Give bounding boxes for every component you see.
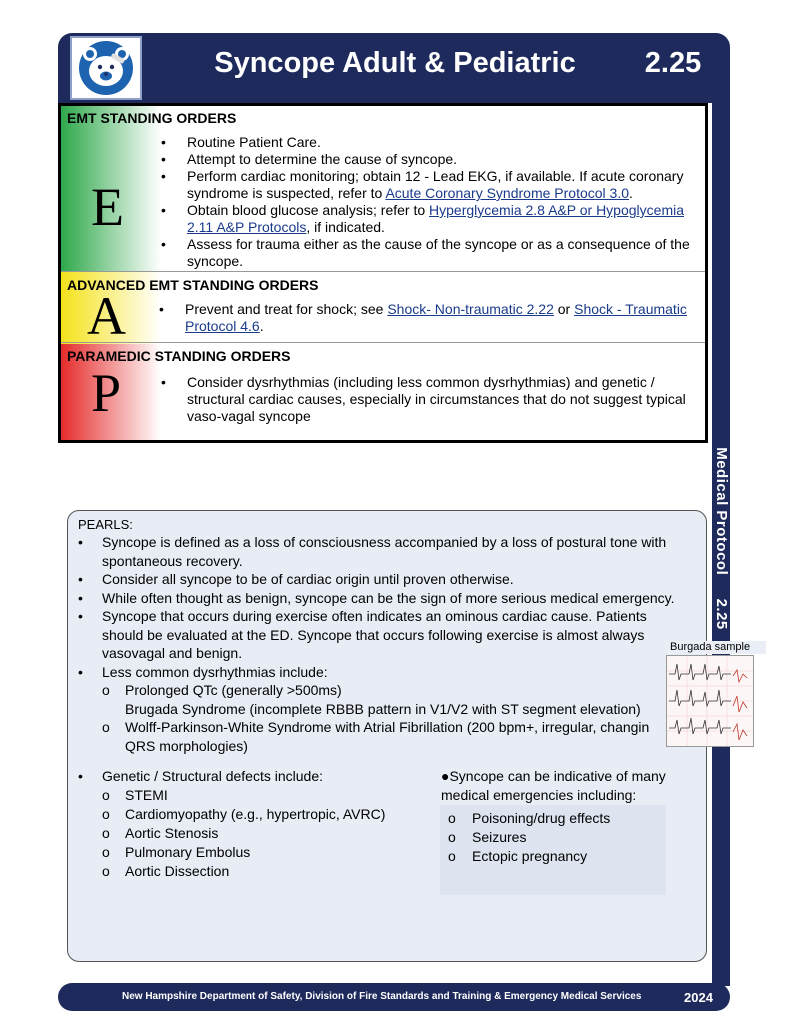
sub-item: o Prolonged QTc (generally >500ms)	[102, 682, 342, 698]
aemt-heading: ADVANCED EMT STANDING ORDERS	[67, 277, 319, 293]
sub-item: o Pulmonary Embolus	[102, 844, 251, 860]
list-item: • Routine Patient Care.	[161, 134, 321, 150]
sub-item: o Ectopic pregnancy	[448, 848, 588, 864]
dysrhythmia-sublist	[78, 681, 708, 755]
logo	[70, 36, 142, 100]
page-title: Syncope Adult & Pediatric	[214, 47, 576, 79]
emergencies-list	[444, 809, 684, 866]
ecg-sample-image	[666, 655, 754, 747]
acs-protocol-link[interactable]: Acute Coronary Syndrome Protocol 3.0	[385, 185, 630, 201]
glycemia-protocol-link[interactable]: Hyperglycemia 2.8 A&P or Hypoglycemia 2.11 A&P Protocols	[187, 202, 684, 235]
emergencies-heading: ●Syncope can be indicative of many medical emergencies including:	[441, 768, 666, 803]
defects-sublist	[78, 786, 438, 881]
footer-year: 2024	[684, 990, 713, 1005]
sub-item-continuation: Brugada Syndrome (incomplete RBBB pattern in V1/V2 with ST segment elevation)	[125, 700, 641, 717]
ecg-label: Burgada sample	[666, 641, 766, 654]
list-item: • Syncope that occurs during exercise often indicates an ominous cardiac cause. Patients should be evaluated at the ED. Syncope that occurs following exercise is almost always vasovagal and benign.	[78, 608, 647, 661]
pearls-heading: PEARLS:	[78, 517, 133, 532]
footer-bar	[58, 983, 730, 1011]
emt-section	[61, 106, 705, 272]
sub-item: o Aortic Stenosis	[102, 825, 219, 841]
aemt-list	[159, 301, 704, 335]
list-item: • Genetic / Structural defects include:	[78, 768, 323, 784]
footer-text: New Hampshire Department of Safety, Division of Fire Standards and Training & Emergency Medical Services	[122, 991, 642, 1002]
list-item: • Consider all syncope to be of cardiac origin until proven otherwise.	[78, 571, 514, 587]
emt-heading: EMT STANDING ORDERS	[67, 110, 237, 126]
paramedic-heading: PARAMEDIC STANDING ORDERS	[67, 348, 291, 364]
paramedic-letter: P	[91, 363, 122, 423]
sub-item: o Aortic Dissection	[102, 863, 230, 879]
list-item: • Consider dysrhythmias (including less common dysrhythmias) and genetic / structural cardiac causes, especially in circumstances that do not suggest typical vaso-vagal syncope	[161, 374, 686, 424]
sub-item: o Wolff-Parkinson-White Syndrome with Atrial Fibrillation (200 bpm+, irregular, changin	[102, 719, 650, 735]
sub-item: o Seizures	[448, 829, 527, 845]
list-item: • Assess for trauma either as the cause of the syncope or as a consequence of the syncope.	[161, 236, 690, 269]
protocol-number: 2.25	[644, 47, 702, 79]
pearls-list	[78, 533, 708, 681]
list-item: • Prevent and treat for shock; see Shock- Non-traumatic 2.22 or Shock - Traumatic Protocol 4.6.	[159, 301, 687, 334]
list-item: • Perform cardiac monitoring; obtain 12 - Lead EKG, if available. If acute coronary syndrome is suspected, refer to Acute Coronary Syndrome Protocol 3.0.	[161, 168, 684, 201]
sub-item: o Poisoning/drug effects	[448, 810, 611, 826]
standing-orders-box	[58, 103, 708, 443]
list-item: • Less common dysrhythmias include:	[78, 663, 328, 680]
aemt-section	[61, 273, 705, 346]
emt-list	[161, 134, 706, 270]
sub-item: o Cardiomyopathy (e.g., hypertropic, AVRC)	[102, 806, 386, 822]
bear-with-bandage-icon	[75, 40, 137, 96]
side-label: Medical Protocol 2.25	[712, 446, 730, 630]
sub-item: o STEMI	[102, 787, 168, 803]
ecg-trace-icon	[667, 656, 753, 746]
list-item: • Attempt to determine the cause of syncope.	[161, 151, 458, 167]
side-label-wrap	[712, 438, 730, 638]
list-item: • Syncope is defined as a loss of consciousness accompanied by a loss of postural tone with spontaneous recovery.	[78, 534, 667, 569]
paramedic-section	[61, 344, 705, 440]
paramedic-list	[161, 374, 701, 425]
sub-item-continuation: QRS morphologies)	[125, 737, 248, 754]
emt-letter: E	[91, 177, 124, 237]
shock-nontraumatic-link[interactable]: Shock- Non-traumatic 2.22	[387, 301, 554, 317]
aemt-letter: A	[87, 286, 126, 346]
list-item: • Obtain blood glucose analysis; refer to Hyperglycemia 2.8 A&P or Hypoglycemia 2.11 A&P Protocols, if indicated.	[161, 202, 684, 235]
defects-list	[78, 767, 438, 786]
list-item: • While often thought as benign, syncope can be the sign of more serious medical emergency.	[78, 589, 675, 606]
shock-traumatic-link[interactable]: Shock - Traumatic Protocol 4.6	[185, 301, 687, 334]
pearls-box	[67, 510, 707, 962]
